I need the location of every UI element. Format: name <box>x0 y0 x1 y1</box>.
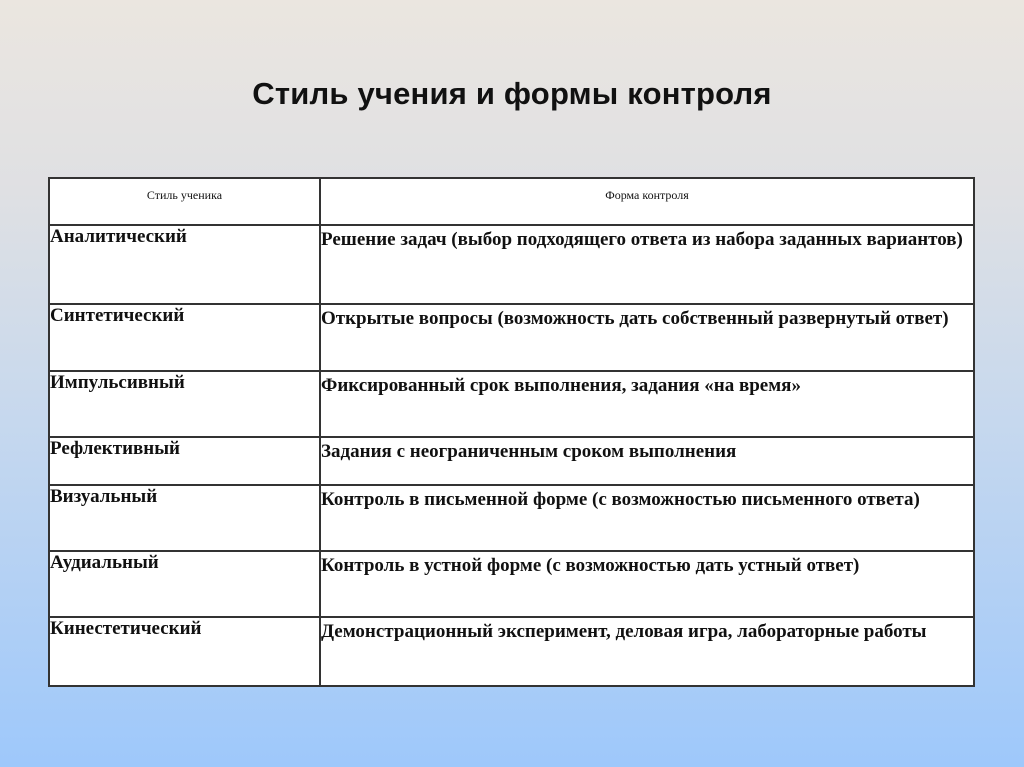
table-row <box>49 371 974 437</box>
form-cell <box>320 485 974 551</box>
form-cell <box>320 371 974 437</box>
form-text: Контроль в письменной форме (с возможностью письменного ответа) <box>321 489 920 510</box>
style-cell: Визуальный <box>49 485 320 551</box>
form-cell <box>320 617 974 686</box>
learning-style-table <box>48 177 975 687</box>
header-learner-style: Стиль ученика <box>49 178 320 225</box>
form-text: Задания с неограниченным сроком выполнения <box>321 441 737 462</box>
table-row <box>49 225 974 304</box>
form-text: Открытые вопросы (возможность дать собственный развернутый ответ) <box>321 308 949 329</box>
table-row <box>49 617 974 686</box>
style-cell: Импульсивный <box>49 371 320 437</box>
form-cell <box>320 437 974 485</box>
table-row <box>49 551 974 617</box>
header-control-form: Форма контроля <box>320 178 974 225</box>
form-cell <box>320 225 974 304</box>
style-cell: Аналитический <box>49 225 320 304</box>
table-row <box>49 304 974 371</box>
slide-title: Стиль учения и формы контроля <box>252 76 772 111</box>
style-cell: Рефлективный <box>49 437 320 485</box>
form-cell <box>320 304 974 371</box>
style-cell: Аудиальный <box>49 551 320 617</box>
form-cell <box>320 551 974 617</box>
style-cell: Кинестетический <box>49 617 320 686</box>
table-header-row <box>49 178 974 225</box>
form-text: Фиксированный срок выполнения, задания «на время» <box>321 375 801 396</box>
table-row <box>49 437 974 485</box>
style-cell: Синтетический <box>49 304 320 371</box>
form-text: Демонстрационный эксперимент, деловая игра, лабораторные работы <box>321 621 927 642</box>
form-text: Контроль в устной форме (с возможностью дать устный ответ) <box>321 555 860 576</box>
table-row <box>49 485 974 551</box>
form-text: Решение задач (выбор подходящего ответа из набора заданных вариантов) <box>321 229 963 250</box>
